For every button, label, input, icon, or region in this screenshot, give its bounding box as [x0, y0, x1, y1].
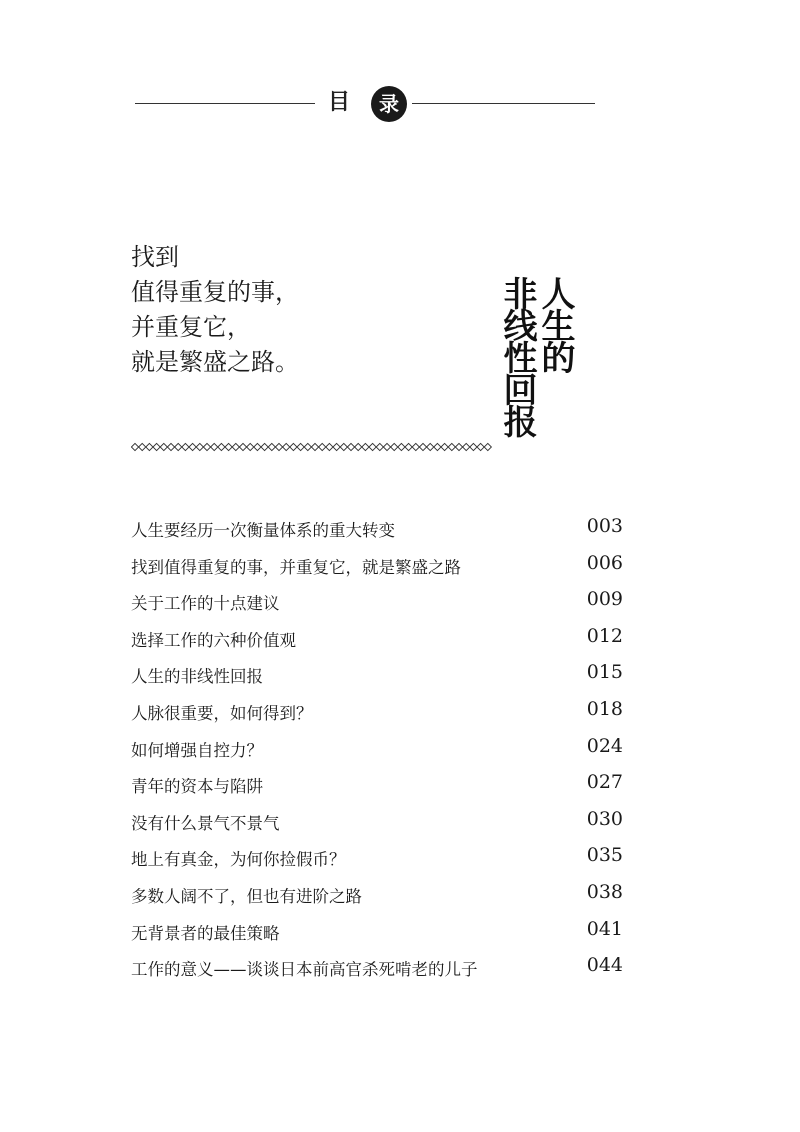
- diamond-mark: [218, 443, 225, 450]
- diamond-mark: [290, 443, 297, 450]
- diamond-mark: [232, 443, 239, 450]
- toc-item-title: 青年的资本与陷阱: [131, 777, 263, 797]
- diamond-mark: [167, 443, 174, 450]
- diamond-mark: [326, 443, 333, 450]
- diamond-mark: [340, 443, 347, 450]
- toc-item-title: 工作的意义——谈谈日本前高官杀死啃老的儿子: [131, 960, 478, 980]
- header-rule-right: [412, 103, 595, 104]
- diamond-mark: [131, 443, 138, 450]
- diamond-mark: [153, 443, 160, 450]
- toc-item[interactable]: [131, 881, 627, 918]
- quote-line: 并重复它，: [131, 313, 251, 341]
- toc-item-title: 地上有真金，为何你捡假币？: [131, 850, 346, 870]
- toc-item-page: 015: [586, 661, 623, 684]
- toc-item[interactable]: [131, 661, 627, 698]
- diamond-mark: [355, 443, 362, 450]
- diamond-mark: [297, 443, 304, 450]
- toc-item[interactable]: [131, 918, 627, 955]
- diamond-mark: [139, 443, 146, 450]
- quote-line: 找到: [131, 243, 179, 271]
- toc-item-page: 009: [586, 588, 623, 611]
- diamond-mark: [225, 443, 232, 450]
- diamond-mark: [477, 443, 484, 450]
- header-char-lu-badge: 录: [371, 86, 407, 122]
- diamond-mark: [463, 443, 470, 450]
- toc-item-page: 006: [586, 551, 623, 574]
- diamond-mark: [160, 443, 167, 450]
- toc-item-page: 012: [586, 624, 623, 647]
- diamond-mark: [146, 443, 153, 450]
- toc-item-title: 无背景者的最佳策略: [131, 923, 280, 943]
- toc-item-page: 018: [586, 697, 623, 720]
- diamond-mark: [383, 443, 390, 450]
- toc-item-page: 024: [586, 734, 623, 757]
- toc-item-page: 030: [586, 807, 623, 830]
- diamond-mark: [427, 443, 434, 450]
- diamond-mark: [283, 443, 290, 450]
- diamond-mark: [254, 443, 261, 450]
- diamond-mark: [275, 443, 282, 450]
- diamond-mark: [211, 443, 218, 450]
- header-char-mu: 目: [328, 90, 351, 115]
- diamond-mark: [484, 443, 491, 450]
- diamond-mark: [196, 443, 203, 450]
- toc-item[interactable]: [131, 698, 627, 735]
- diamond-mark: [419, 443, 426, 450]
- diamond-mark: [304, 443, 311, 450]
- toc-item-title: 人脉很重要，如何得到？: [131, 703, 313, 723]
- toc-item[interactable]: [131, 552, 627, 589]
- toc-item-page: 041: [586, 917, 623, 940]
- feature-quote: [131, 240, 299, 380]
- toc-item-title: 没有什么景气不景气: [131, 813, 280, 833]
- toc-item[interactable]: [131, 771, 627, 808]
- toc-item-title: 多数人阔不了，但也有进阶之路: [131, 886, 362, 906]
- diamond-mark: [362, 443, 369, 450]
- toc-item-title: 找到值得重复的事，并重复它，就是繁盛之路: [131, 557, 461, 577]
- diamond-border-ornament: [131, 441, 493, 453]
- diamond-mark: [247, 443, 254, 450]
- diamond-mark: [189, 443, 196, 450]
- header-rule-left: [135, 103, 315, 104]
- quote-line: 就是繁盛之路。: [131, 348, 299, 376]
- diamond-mark: [333, 443, 340, 450]
- diamond-mark: [268, 443, 275, 450]
- toc-item-title: 人生要经历一次衡量体系的重大转变: [131, 521, 395, 540]
- diamond-mark: [441, 443, 448, 450]
- toc-item[interactable]: [131, 844, 627, 881]
- toc-item-title: 人生的非线性回报: [131, 667, 263, 687]
- toc-item[interactable]: [131, 588, 627, 625]
- toc-item[interactable]: [131, 808, 627, 845]
- toc-item-title: 如何增强自控力？: [131, 740, 263, 760]
- toc-item-title: 关于工作的十点建议: [131, 594, 280, 614]
- diamond-mark: [347, 443, 354, 450]
- diamond-mark: [412, 443, 419, 450]
- diamond-mark: [470, 443, 477, 450]
- toc-item[interactable]: [131, 625, 627, 662]
- toc-item-page: 035: [586, 844, 623, 867]
- diamond-mark: [203, 443, 210, 450]
- diamond-mark: [319, 443, 326, 450]
- diamond-mark: [369, 443, 376, 450]
- toc-item-page: 044: [586, 954, 623, 977]
- diamond-mark: [261, 443, 268, 450]
- toc-item[interactable]: [131, 954, 627, 991]
- diamond-mark: [182, 443, 189, 450]
- diamond-mark: [391, 443, 398, 450]
- diamond-mark: [448, 443, 455, 450]
- toc-list: [131, 515, 627, 991]
- toc-item-page: 038: [586, 880, 623, 903]
- diamond-mark: [239, 443, 246, 450]
- toc-item[interactable]: [131, 515, 627, 552]
- diamond-mark: [455, 443, 462, 450]
- toc-item-title: 选择工作的六种价值观: [131, 630, 296, 650]
- diamond-mark: [311, 443, 318, 450]
- diamond-mark: [376, 443, 383, 450]
- diamond-mark: [434, 443, 441, 450]
- toc-item[interactable]: [131, 735, 627, 772]
- quote-line: 值得重复的事，: [131, 278, 299, 306]
- toc-item-page: 003: [586, 515, 623, 537]
- vertical-title-col1: 人生的: [535, 276, 575, 372]
- diamond-mark: [175, 443, 182, 450]
- diamond-mark: [405, 443, 412, 450]
- diamond-mark: [398, 443, 405, 450]
- toc-item-page: 027: [586, 771, 623, 794]
- vertical-title-col2: 非线性回报: [497, 276, 537, 436]
